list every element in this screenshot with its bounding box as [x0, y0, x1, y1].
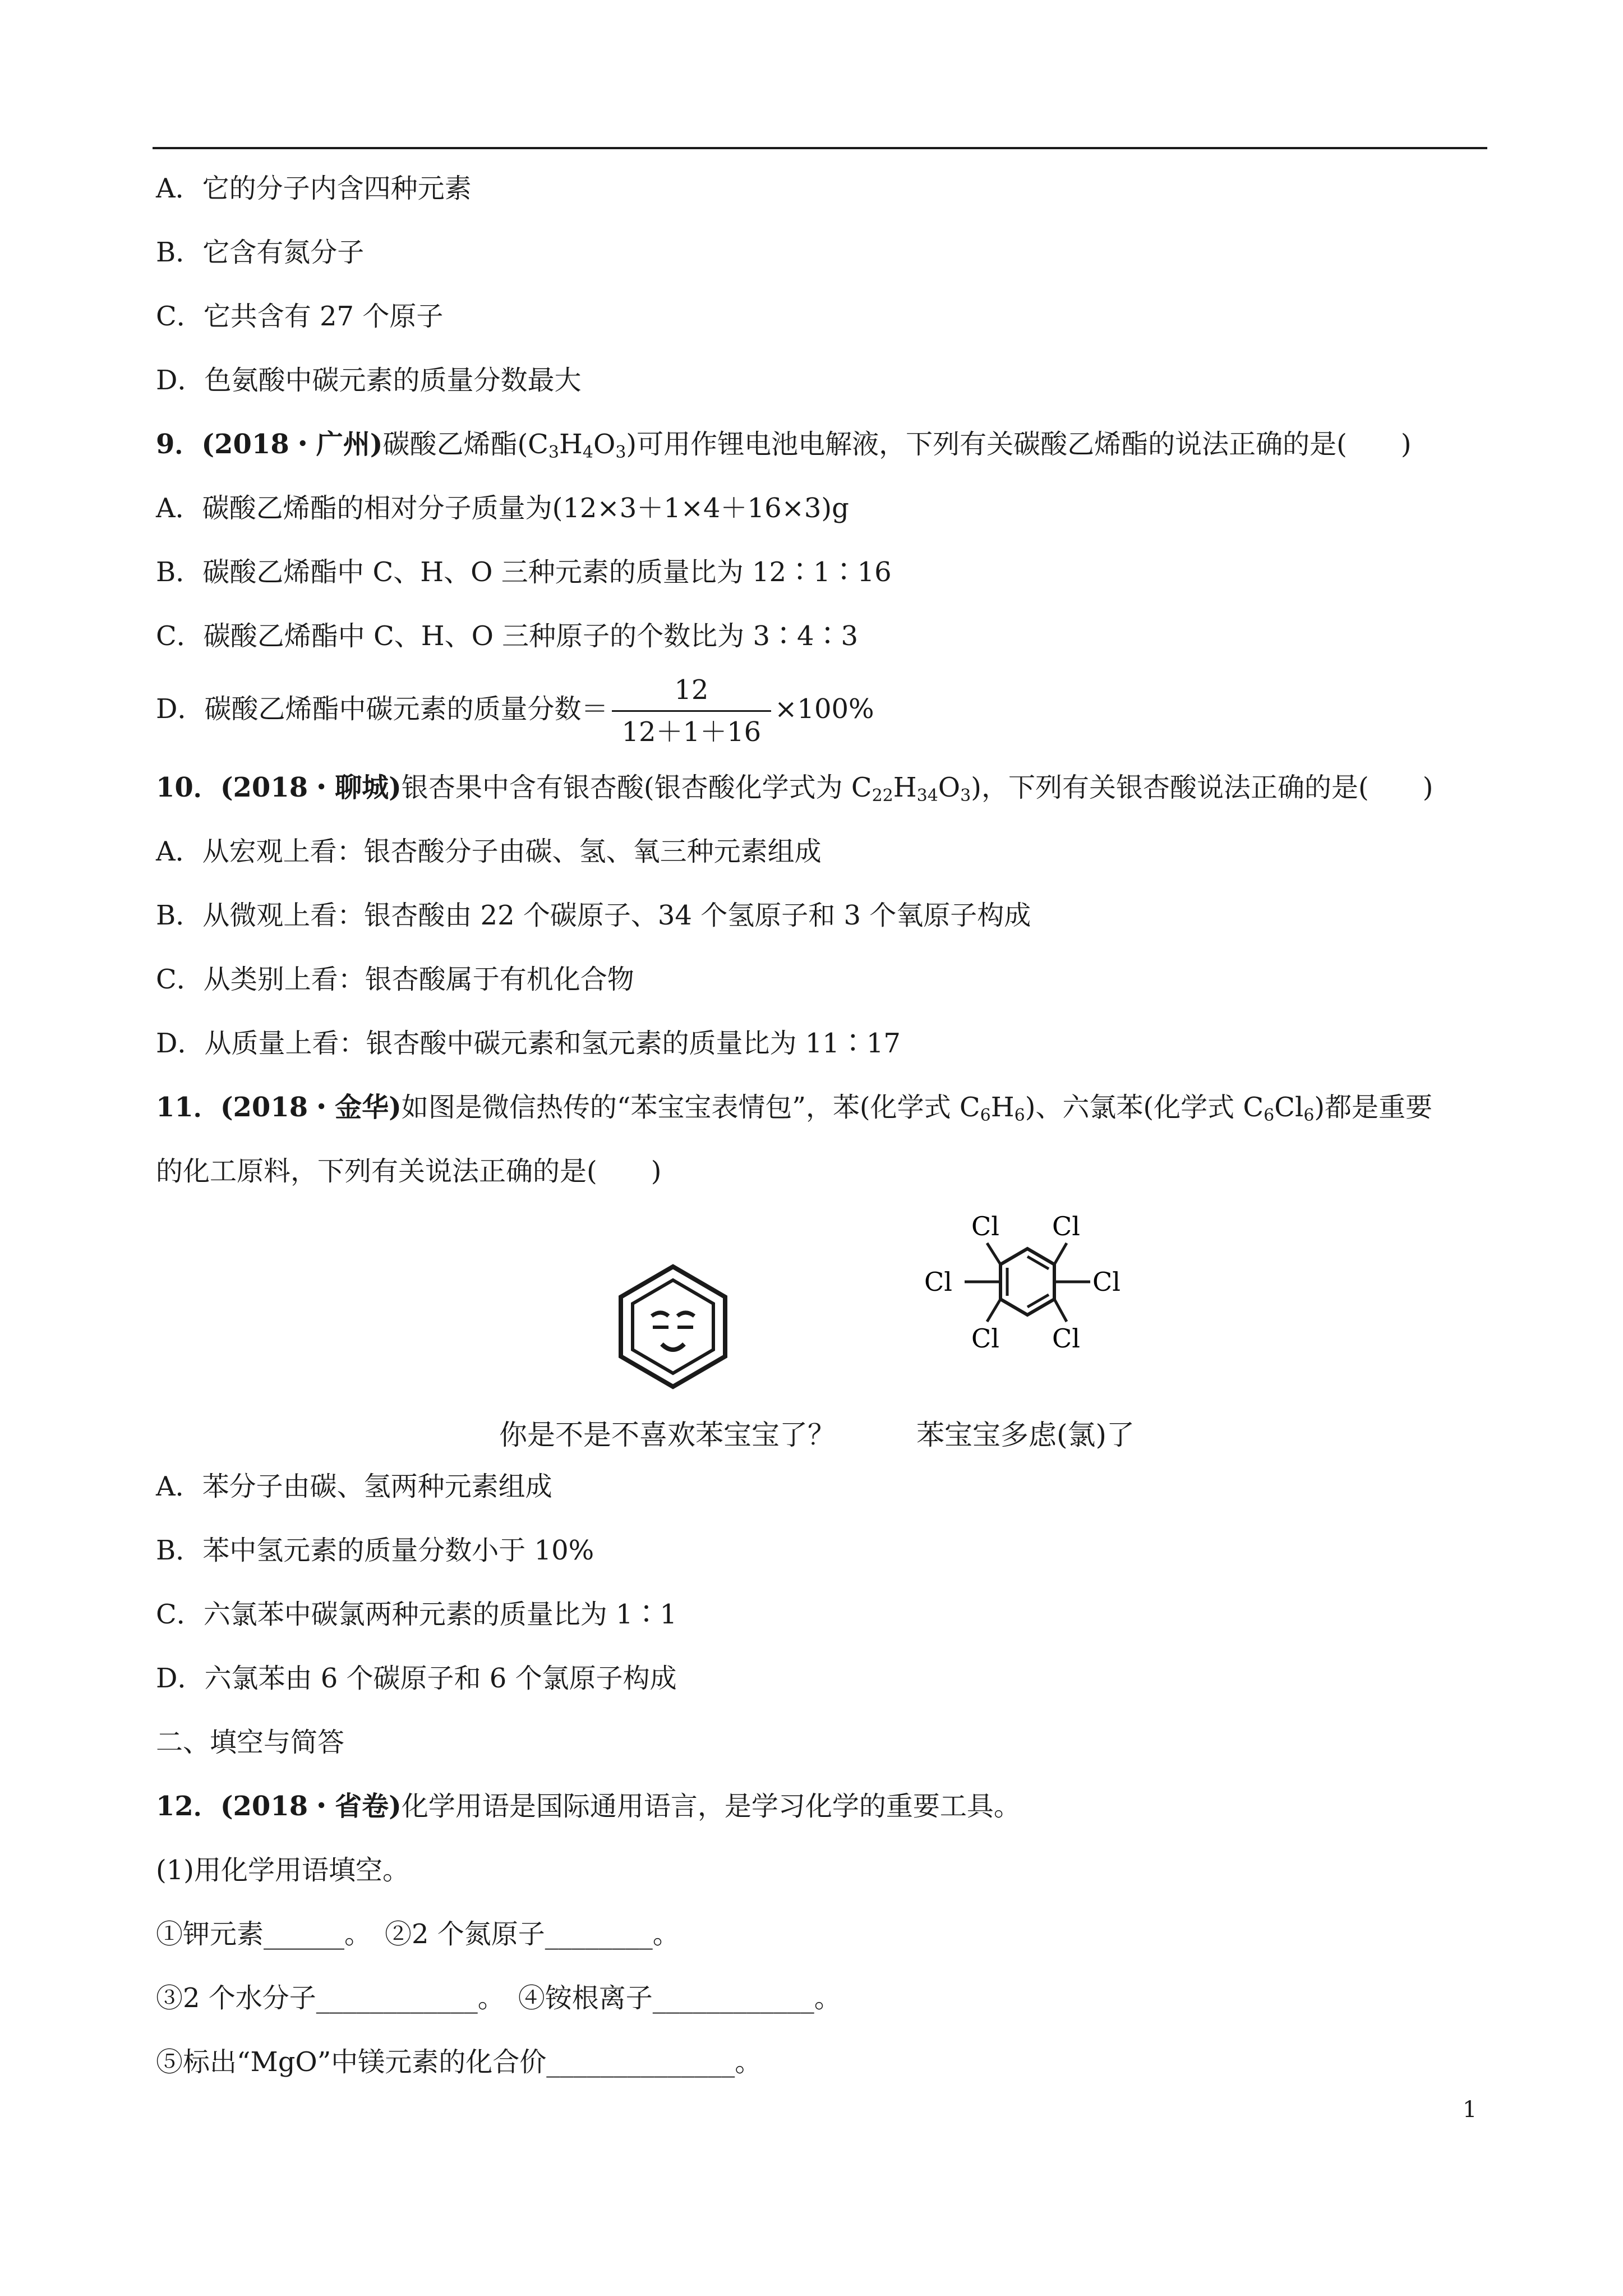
mass-fraction [612, 673, 772, 749]
q11-option-a: A．苯分子由碳、氢两种元素组成 [156, 1471, 552, 1502]
q10-stem-text: O [938, 772, 961, 803]
q8-option-a: A．它的分子内含四种元素 [156, 173, 472, 204]
q10-stem-text: H [893, 772, 917, 803]
q10-source: (2018・聊城) [220, 772, 402, 803]
q10-sub: 34 [916, 786, 938, 806]
header-rule [153, 147, 1487, 149]
q12-subquestion-1: (1)用化学用语填空。 [156, 1855, 409, 1886]
q9-stem-text: )可用作锂电池电解液，下列有关碳酸乙烯酯的说法正确的是( ) [626, 429, 1412, 460]
cl-label: Cl [971, 1211, 999, 1241]
q9-source: (2018・广州) [201, 429, 383, 460]
q11-option-d: D．六氯苯由 6 个碳原子和 6 个氯原子构成 [156, 1663, 677, 1694]
q12-blank-line-3: ⑤标出“MgO”中镁元素的化合价______________。 [156, 2046, 762, 2078]
fraction-denominator: 12＋1＋16 [621, 716, 762, 748]
q10-option-c: C．从类别上看：银杏酸属于有机化合物 [156, 964, 634, 995]
q9-sub: 3 [615, 443, 626, 462]
cl-bond [987, 1299, 1000, 1322]
q9-stem-text: O [593, 429, 616, 460]
q10-number: 10． [156, 772, 220, 803]
q11-sub: 6 [1264, 1106, 1275, 1125]
cl-label: Cl [924, 1267, 952, 1297]
q12-stem [156, 1789, 1021, 1823]
q11-stem [156, 1091, 1432, 1124]
fraction-numerator: 12 [612, 673, 772, 712]
cl-bond [1054, 1243, 1067, 1264]
q11-number: 11． [156, 1092, 220, 1123]
q10-stem [156, 771, 1433, 804]
q11-stem-text: )都是重要 [1314, 1092, 1433, 1123]
q9-stem [156, 427, 1412, 461]
cl-label: Cl [971, 1323, 999, 1354]
q11-option-c: C．六氯苯中碳氯两种元素的质量比为 1∶1 [156, 1599, 677, 1630]
q11-stem-text: )、六氯苯(化学式 C [1025, 1092, 1264, 1123]
q10-option-a: A．从宏观上看：银杏酸分子由碳、氢、氧三种元素组成 [156, 836, 822, 867]
cl-bond [987, 1243, 1000, 1264]
q8-option-b: B．它含有氮分子 [156, 237, 365, 268]
q11-sub: 6 [980, 1106, 991, 1125]
benzene-emoji-figure [617, 1262, 729, 1391]
q10-stem-text: )，下列有关银杏酸说法正确的是( ) [971, 772, 1433, 803]
q8-option-d: D．色氨酸中碳元素的质量分数最大 [156, 365, 582, 396]
q9-sub: 3 [548, 443, 559, 462]
cl-label: Cl [1052, 1323, 1080, 1354]
q10-stem-text: 银杏果中含有银杏酸(银杏酸化学式为 C [401, 772, 872, 803]
q11-stem-text: Cl [1274, 1092, 1304, 1123]
q11-option-b: B．苯中氢元素的质量分数小于 10% [156, 1535, 594, 1566]
q9-option-a: A．碳酸乙烯酯的相对分子质量为(12×3＋1×4＋16×3)g [156, 493, 849, 524]
q11-sub: 6 [1014, 1106, 1025, 1125]
section-heading: 二、填空与简答 [156, 1727, 345, 1758]
q9-option-b: B．碳酸乙烯酯中 C、H、O 三种元素的质量比为 12∶1∶16 [156, 556, 892, 588]
cl-label: Cl [1092, 1267, 1121, 1297]
q9-number: 9． [156, 429, 202, 460]
q11-source: (2018・金华) [220, 1092, 402, 1123]
q9-option-d-suffix: ×100% [774, 693, 874, 725]
cl-bond [1054, 1299, 1067, 1322]
hexachlorobenzene-structure [909, 1198, 1144, 1389]
q9-stem-text: 碳酸乙烯酯(C [382, 429, 548, 460]
q12-blank-line-2: ③2 个水分子____________。 ④铵根离子____________。 [156, 1982, 841, 2014]
figure-caption-left: 你是不是不喜欢苯宝宝了？ [499, 1419, 836, 1451]
smile [662, 1344, 684, 1350]
page-number: 1 [1463, 2097, 1477, 2123]
q9-option-d-text: D．碳酸乙烯酯中碳元素的质量分数＝ [156, 693, 608, 725]
q12-blank-line-1: ①钾元素______。 ②2 个氮原子________。 [156, 1918, 680, 1950]
q11-sub: 6 [1303, 1106, 1315, 1125]
q10-option-b: B．从微观上看：银杏酸由 22 个碳原子、34 个氢原子和 3 个氧原子构成 [156, 900, 1031, 931]
q12-number: 12． [156, 1791, 220, 1822]
figure-caption-right: 苯宝宝多虑(氯)了 [916, 1419, 1135, 1451]
right-eye [677, 1313, 694, 1316]
cl-label: Cl [1052, 1211, 1080, 1241]
q9-stem-text: H [559, 429, 583, 460]
q12-stem-text: 化学用语是国际通用语言，是学习化学的重要工具。 [401, 1791, 1021, 1822]
q12-source: (2018・省卷) [220, 1791, 402, 1822]
q10-sub: 3 [960, 786, 971, 806]
q9-option-d [156, 673, 874, 749]
q11-stem-text: H [990, 1092, 1015, 1123]
q8-option-c: C．它共含有 27 个原子 [156, 301, 444, 332]
benzene-ring [621, 1267, 725, 1387]
q10-option-d: D．从质量上看：银杏酸中碳元素和氢元素的质量比为 11∶17 [156, 1028, 901, 1059]
benzene-inner-ring [633, 1280, 713, 1373]
q9-sub: 4 [582, 443, 593, 462]
q9-option-c: C．碳酸乙烯酯中 C、H、O 三种原子的个数比为 3∶4∶3 [156, 620, 859, 652]
q10-sub: 22 [872, 786, 893, 806]
q11-stem-line2: 的化工原料，下列有关说法正确的是( ) [156, 1156, 662, 1187]
left-eye [652, 1313, 668, 1316]
q11-stem-text: 如图是微信热传的“苯宝宝表情包”，苯(化学式 C [401, 1092, 980, 1123]
